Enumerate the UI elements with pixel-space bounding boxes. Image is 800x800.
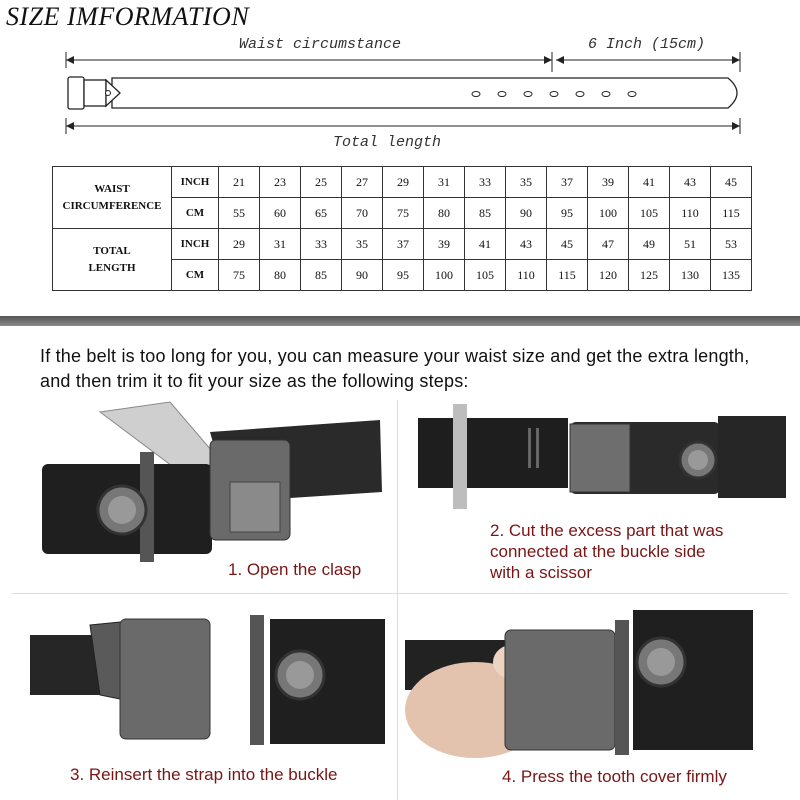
table-cell: 25 bbox=[301, 167, 342, 198]
table-cell: 45 bbox=[547, 229, 588, 260]
step1-photo bbox=[30, 392, 390, 572]
unit-cell: CM bbox=[172, 260, 219, 291]
section-divider bbox=[0, 316, 800, 326]
unit-cell: CM bbox=[172, 198, 219, 229]
table-cell: 90 bbox=[506, 198, 547, 229]
table-cell: 85 bbox=[301, 260, 342, 291]
total-length-header bbox=[53, 229, 172, 291]
page-title: SIZE IMFORMATION bbox=[6, 2, 250, 31]
step2-caption bbox=[490, 520, 723, 583]
table-cell: 41 bbox=[629, 167, 670, 198]
group-label: CIRCUMFERENCE bbox=[62, 199, 162, 212]
step4-caption: 4. Press the tooth cover firmly bbox=[502, 767, 727, 786]
table-row bbox=[53, 167, 752, 198]
table-cell: 105 bbox=[465, 260, 506, 291]
step2-caption-line2: connected at the buckle side bbox=[490, 542, 706, 561]
buckle-open-clasp-illustration bbox=[30, 392, 390, 572]
table-row bbox=[53, 229, 752, 260]
table-cell: 80 bbox=[260, 260, 301, 291]
step3-caption: 3. Reinsert the strap into the buckle bbox=[70, 765, 338, 784]
table-cell: 90 bbox=[342, 260, 383, 291]
step4-photo bbox=[405, 600, 793, 758]
step2-photo bbox=[408, 398, 793, 513]
table-cell: 100 bbox=[424, 260, 465, 291]
table-cell: 49 bbox=[629, 229, 670, 260]
table-cell: 135 bbox=[711, 260, 752, 291]
table-cell: 39 bbox=[424, 229, 465, 260]
table-cell: 37 bbox=[383, 229, 424, 260]
table-cell: 33 bbox=[465, 167, 506, 198]
table-cell: 23 bbox=[260, 167, 301, 198]
waist-circumference-header bbox=[53, 167, 172, 229]
extra-length-label: 6 Inch (15cm) bbox=[585, 36, 708, 53]
instructions-text: If the belt is too long for you, you can measure your waist size and get the extra length, and then trim it to fit your size as the following steps: bbox=[40, 346, 750, 391]
group-label: LENGTH bbox=[88, 261, 136, 274]
strap-reinsert-illustration bbox=[30, 605, 390, 755]
table-cell: 35 bbox=[342, 229, 383, 260]
table-cell: 51 bbox=[670, 229, 711, 260]
table-cell: 27 bbox=[342, 167, 383, 198]
step2-caption-line3: with a scissor bbox=[490, 563, 593, 582]
table-cell: 47 bbox=[588, 229, 629, 260]
unit-cell: INCH bbox=[172, 229, 219, 260]
table-cell: 37 bbox=[547, 167, 588, 198]
panel-separator-horizontal bbox=[12, 593, 788, 594]
table-cell: 65 bbox=[301, 198, 342, 229]
table-cell: 85 bbox=[465, 198, 506, 229]
table-cell: 80 bbox=[424, 198, 465, 229]
table-cell: 45 bbox=[711, 167, 752, 198]
table-cell: 29 bbox=[219, 229, 260, 260]
step2-caption-line1: 2. Cut the excess part that was bbox=[490, 521, 724, 540]
table-cell: 110 bbox=[670, 198, 711, 229]
waist-circumstance-label: Waist circumstance bbox=[236, 36, 404, 53]
table-cell: 43 bbox=[670, 167, 711, 198]
table-cell: 43 bbox=[506, 229, 547, 260]
table-cell: 21 bbox=[219, 167, 260, 198]
panel-separator-vertical bbox=[397, 400, 398, 800]
table-cell: 31 bbox=[260, 229, 301, 260]
table-cell: 31 bbox=[424, 167, 465, 198]
table-cell: 110 bbox=[506, 260, 547, 291]
table-cell: 100 bbox=[588, 198, 629, 229]
table-cell: 95 bbox=[383, 260, 424, 291]
group-label: TOTAL bbox=[93, 244, 131, 257]
step3-photo bbox=[30, 605, 390, 755]
strap-cutting-illustration bbox=[408, 398, 793, 513]
step1-caption: 1. Open the clasp bbox=[228, 560, 362, 579]
table-cell: 105 bbox=[629, 198, 670, 229]
table-cell: 75 bbox=[219, 260, 260, 291]
table-cell: 53 bbox=[711, 229, 752, 260]
table-cell: 33 bbox=[301, 229, 342, 260]
table-cell: 115 bbox=[547, 260, 588, 291]
table-cell: 130 bbox=[670, 260, 711, 291]
table-cell: 115 bbox=[711, 198, 752, 229]
table-cell: 70 bbox=[342, 198, 383, 229]
group-label: WAIST bbox=[94, 182, 130, 195]
table-cell: 75 bbox=[383, 198, 424, 229]
table-cell: 29 bbox=[383, 167, 424, 198]
table-cell: 95 bbox=[547, 198, 588, 229]
belt-diagram bbox=[0, 0, 800, 160]
press-tooth-cover-illustration bbox=[405, 600, 793, 758]
total-length-label: Total length bbox=[330, 134, 444, 151]
unit-cell: INCH bbox=[172, 167, 219, 198]
table-cell: 35 bbox=[506, 167, 547, 198]
table-cell: 60 bbox=[260, 198, 301, 229]
table-cell: 125 bbox=[629, 260, 670, 291]
table-cell: 55 bbox=[219, 198, 260, 229]
table-cell: 120 bbox=[588, 260, 629, 291]
size-table bbox=[52, 166, 752, 291]
table-cell: 39 bbox=[588, 167, 629, 198]
table-cell: 41 bbox=[465, 229, 506, 260]
